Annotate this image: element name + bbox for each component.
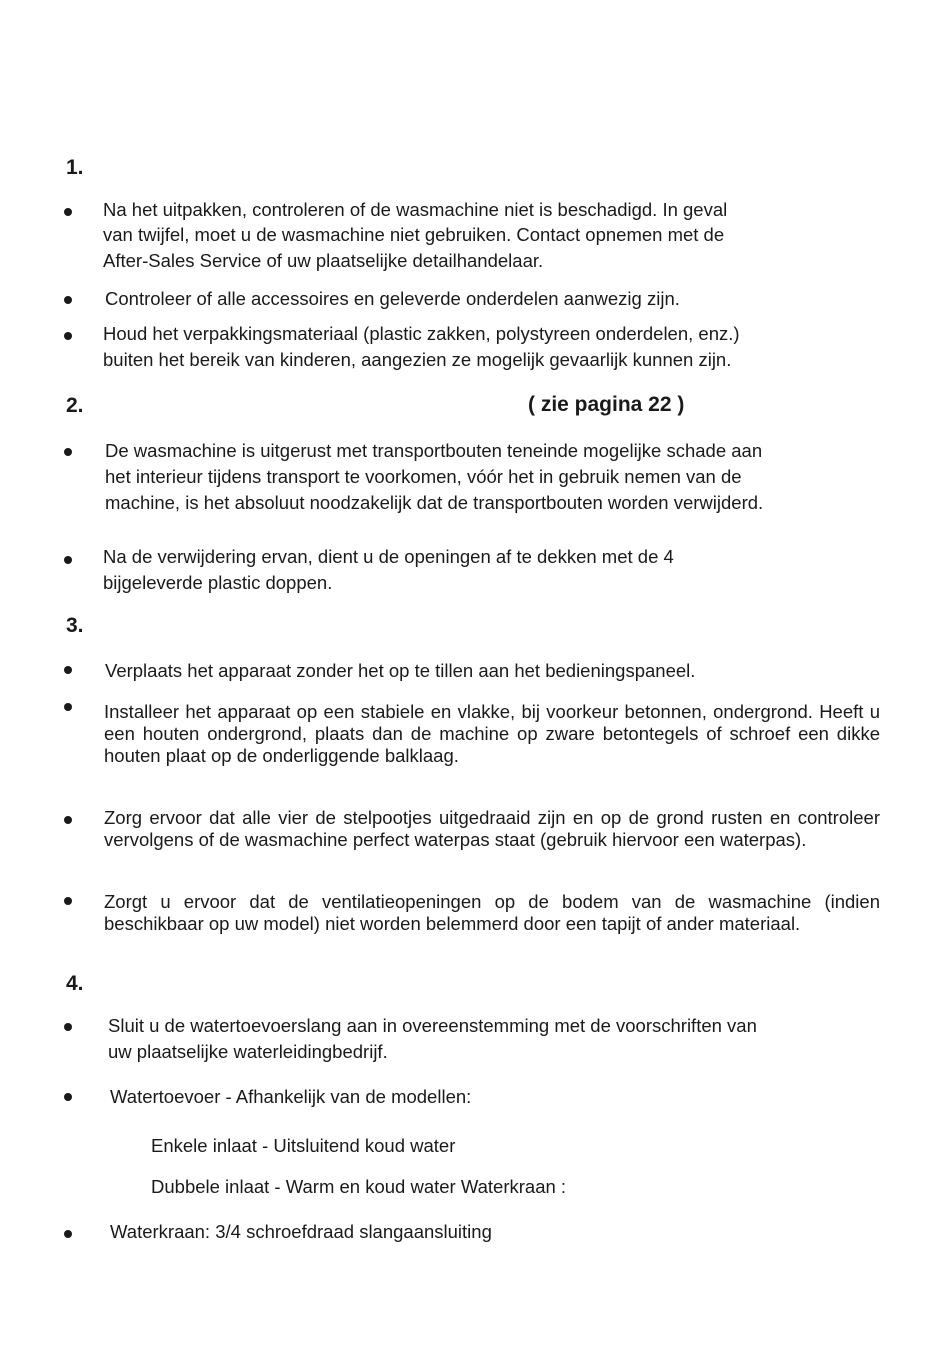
s1-item2-line1: Controleer of alle accessoires en geleverde onderdelen aanwezig zijn.	[105, 288, 680, 309]
bullet-icon	[64, 1023, 72, 1031]
s2-item2-line1: Na de verwijdering ervan, dient u de openingen af te dekken met de 4	[103, 546, 674, 567]
bullet-icon	[64, 703, 72, 711]
s1-item3-line2: buiten het bereik van kinderen, aangezien ze mogelijk gevaarlijk kunnen zijn.	[103, 349, 732, 370]
bullet-icon	[64, 1230, 72, 1238]
page-reference: ( zie pagina 22 )	[528, 393, 685, 416]
bullet-icon	[64, 666, 72, 674]
s3-item3: Zorg ervoor dat alle vier de stelpootjes uitgedraaid zijn en op de grond rusten en controleer vervolgens of de wasmachine perfect waterpas staat (gebruik hiervoor een waterpas).	[104, 807, 880, 850]
s1-item1-line2: van twijfel, moet u de wasmachine niet gebruiken. Contact opnemen met de	[103, 224, 725, 245]
s3-item4: Zorgt u ervoor dat de ventilatieopeningen op de bodem van de wasmachine (indien beschikbaar op uw model) niet worden belemmerd door een tapijt of ander materiaal.	[104, 891, 880, 934]
s2-item1-line2: het interieur tijdens transport te voorkomen, vóór het in gebruik nemen van de	[105, 466, 742, 487]
s4-item2-line1: Watertoevoer - Afhankelijk van de modellen:	[110, 1086, 472, 1107]
s4-item1-line1: Sluit u de watertoevoerslang aan in overeenstemming met de voorschriften van	[108, 1015, 757, 1036]
s4-sub-line2: Dubbele inlaat - Warm en koud water Waterkraan :	[151, 1176, 567, 1197]
section-number-3: 3.	[66, 614, 84, 637]
s2-item1-line3: machine, is het absoluut noodzakelijk dat de transportbouten worden verwijderd.	[105, 492, 764, 513]
bullet-icon	[64, 897, 72, 905]
s3-item2: Installeer het apparaat op een stabiele en vlakke, bij voorkeur betonnen, ondergrond. Heeft u een houten ondergrond, plaats dan de machine op zware betontegels of schroef een dikke houten plaat op de onderliggende balklaag.	[104, 701, 880, 766]
s1-item3-line1: Houd het verpakkingsmateriaal (plastic zakken, polystyreen onderdelen, enz.)	[103, 323, 740, 344]
bullet-icon	[64, 448, 72, 456]
s2-item2-line2: bijgeleverde plastic doppen.	[103, 572, 333, 593]
s4-item1-line2: uw plaatselijke waterleidingbedrijf.	[108, 1041, 388, 1062]
section-number-1: 1.	[66, 156, 84, 179]
s2-item1-line1: De wasmachine is uitgerust met transportbouten teneinde mogelijke schade aan	[105, 440, 763, 461]
s3-item1: Verplaats het apparaat zonder het op te tillen aan het bedieningspaneel.	[105, 660, 696, 681]
bullet-icon	[64, 556, 72, 564]
bullet-icon	[64, 208, 72, 216]
section-number-4: 4.	[66, 972, 84, 995]
bullet-icon	[64, 1093, 72, 1101]
s1-item1-line1: Na het uitpakken, controleren of de wasmachine niet is beschadigd. In geval	[103, 199, 728, 220]
s1-item1-line3: After-Sales Service of uw plaatselijke detailhandelaar.	[103, 250, 544, 271]
s4-sub-line1: Enkele inlaat - Uitsluitend koud water	[151, 1135, 456, 1156]
s4-item3-line1: Waterkraan: 3/4 schroefdraad slangaansluiting	[110, 1221, 492, 1242]
bullet-icon	[64, 816, 72, 824]
bullet-icon	[64, 296, 72, 304]
section-number-2: 2.	[66, 394, 84, 417]
bullet-icon	[64, 332, 72, 340]
